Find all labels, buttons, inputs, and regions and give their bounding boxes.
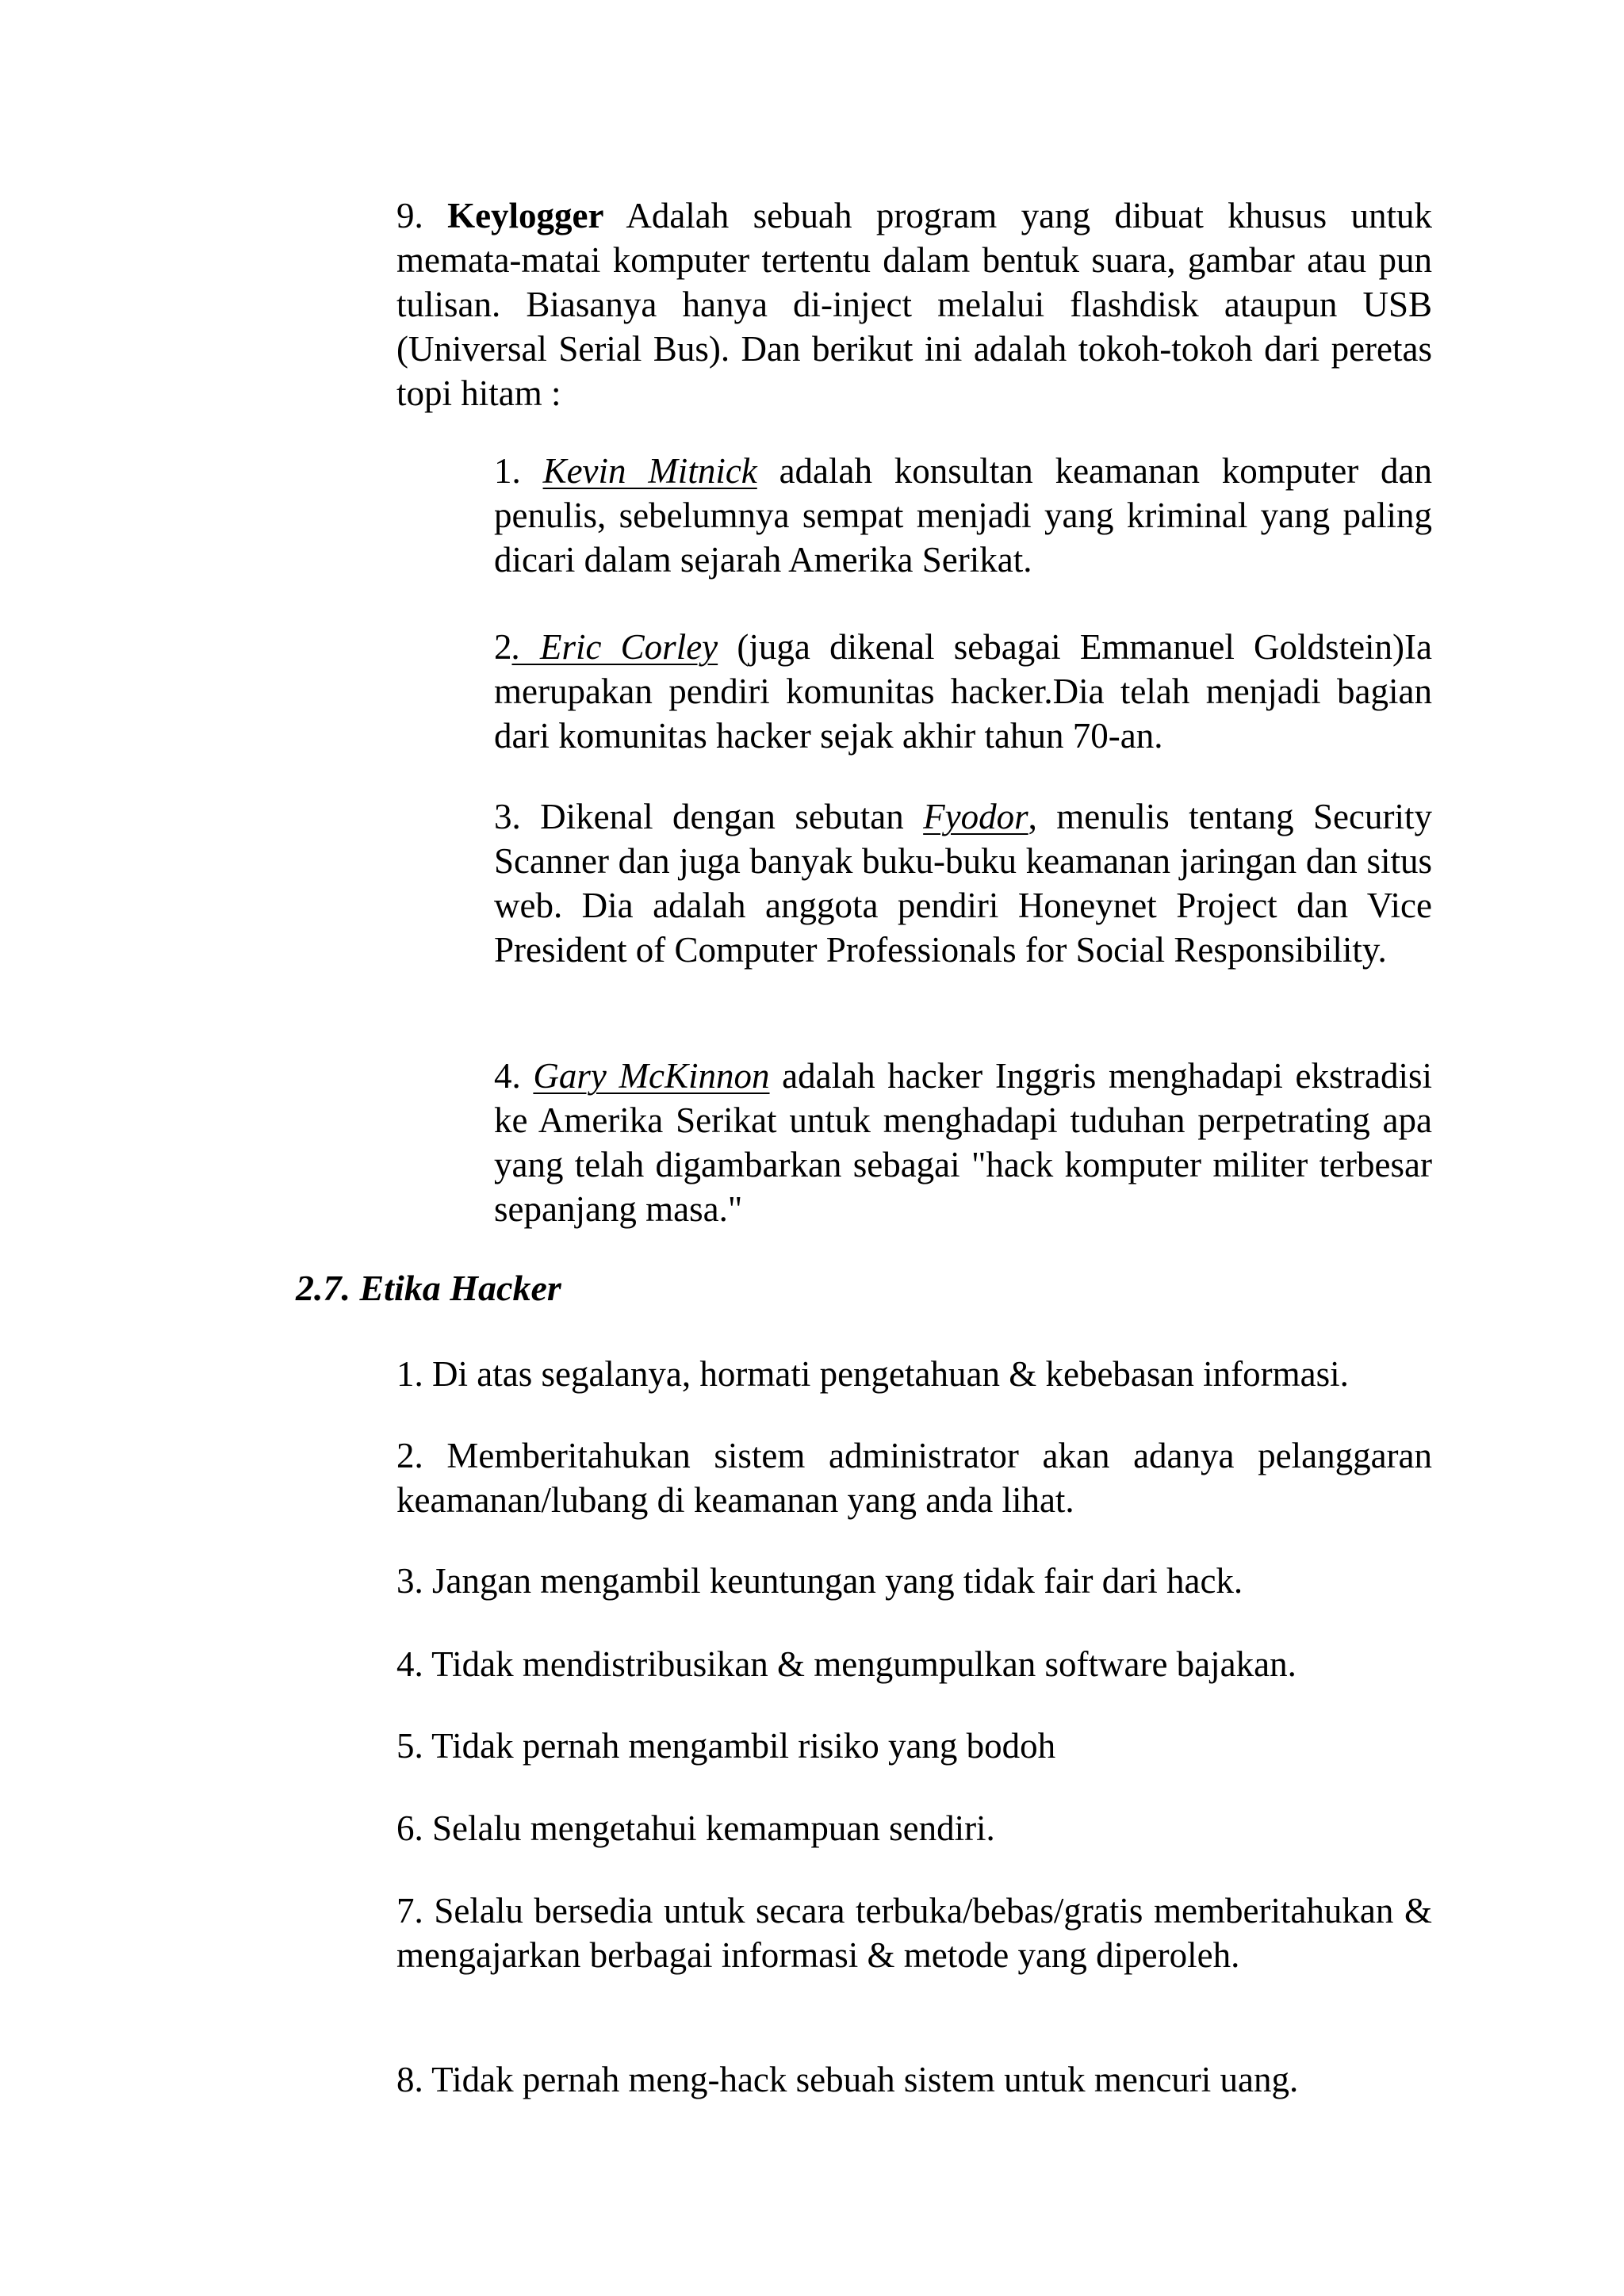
ethic-item-1: 1. Di atas segalanya, hormati pengetahuan & kebebasan informasi.: [396, 1354, 1349, 1394]
hacker-description: , menulis tentang Security Scanner dan juga banyak buku-buku keamanan jaringan dan situs web. Dia adalah anggota pendiri Honeynet Project dan Vice President of Computer Professionals for Social Responsibility.: [494, 797, 1432, 970]
hacker-item-4: [494, 1054, 1432, 1231]
keylogger-term: Keylogger: [447, 196, 604, 235]
hacker-number: 4.: [494, 1056, 534, 1096]
section-heading: 2.7. Etika Hacker: [296, 1268, 561, 1308]
ethic-item-8: 8. Tidak pernah meng-hack sebuah sistem untuk mencuri uang.: [396, 2060, 1299, 2099]
hacker-name-link[interactable]: Gary McKinnon: [533, 1056, 770, 1096]
hacker-number: 1.: [494, 451, 543, 491]
hacker-number: 2: [494, 627, 512, 667]
ethic-item-6: 6. Selalu mengetahui kemampuan sendiri.: [396, 1808, 995, 1848]
hacker-number: 3. Dikenal dengan sebutan: [494, 797, 924, 836]
ethic-item-7: 7. Selalu bersedia untuk secara terbuka/bebas/gratis memberitahukan & mengajarkan berbagai informasi & metode yang diperoleh.: [396, 1891, 1432, 1975]
hacker-description: (juga dikenal sebagai Emmanuel Goldstein)Ia merupakan pendiri komunitas hacker.Dia telah menjadi bagian dari komunitas hacker sejak akhir tahun 70-an.: [494, 627, 1432, 756]
ethic-item-3: 3. Jangan mengambil keuntungan yang tidak fair dari hack.: [396, 1561, 1243, 1601]
ethic-item-4: 4. Tidak mendistribusikan & mengumpulkan software bajakan.: [396, 1644, 1297, 1684]
hacker-name-link[interactable]: Kevin Mitnick: [542, 451, 757, 491]
ethic-item-2: 2. Memberitahukan sistem administrator akan adanya pelanggaran keamanan/lubang di keamanan yang anda lihat.: [396, 1436, 1432, 1520]
hacker-description: adalah hacker Inggris menghadapi ekstradisi ke Amerika Serikat untuk menghadapi tuduhan perpetrating apa yang telah digambarkan sebagai "hack komputer militer terbesar sepanjang masa.": [494, 1056, 1433, 1229]
hacker-description: adalah konsultan keamanan komputer dan penulis, sebelumnya sempat menjadi yang kriminal yang paling dicari dalam sejarah Amerika Serikat.: [494, 451, 1433, 580]
ethic-item-5: 5. Tidak pernah mengambil risiko yang bodoh: [396, 1726, 1056, 1766]
hacker-name-link[interactable]: . Eric Corley: [511, 627, 718, 667]
keylogger-text: Adalah sebuah program yang dibuat khusus untuk memata-matai komputer tertentu dalam bentuk suara, gambar atau pun tulisan. Biasanya hanya di-inject melalui flashdisk ataupun USB (Universal Serial Bus). Dan berikut ini adalah tokoh-tokoh dari peretas topi hitam :: [396, 196, 1432, 413]
hacker-item-3: [494, 794, 1432, 972]
keylogger-number: 9.: [396, 196, 423, 235]
hacker-item-2: [494, 625, 1432, 758]
keylogger-paragraph: [396, 193, 1432, 415]
hacker-item-1: [494, 449, 1432, 582]
hacker-name-link[interactable]: Fyodor: [923, 797, 1028, 836]
